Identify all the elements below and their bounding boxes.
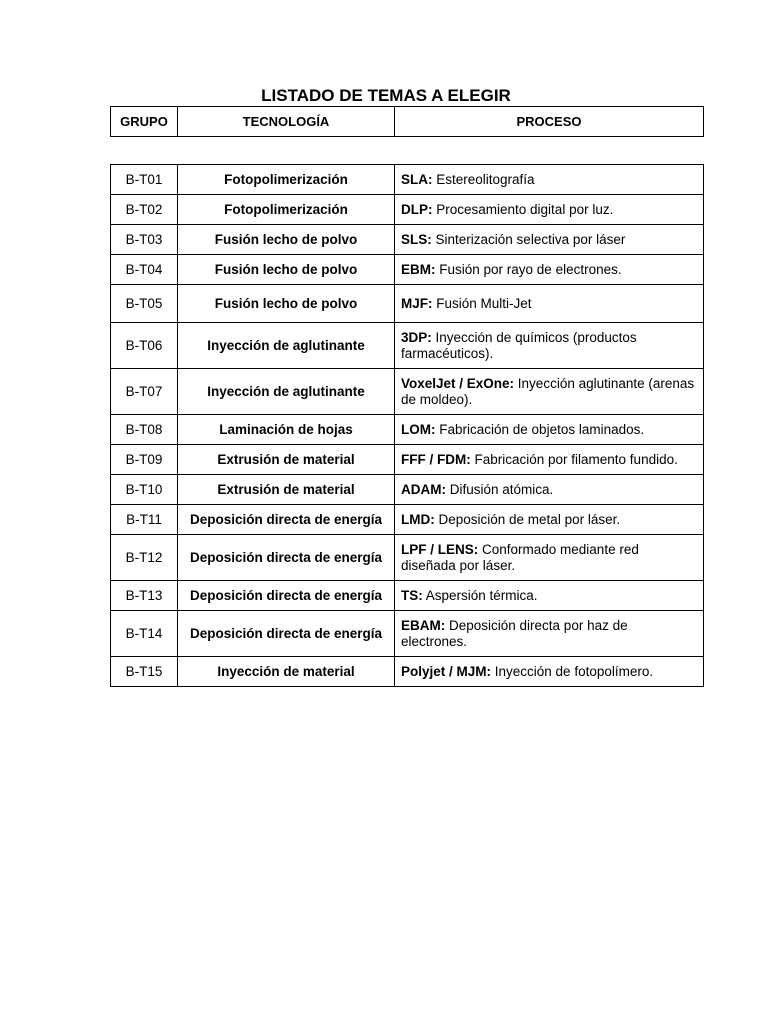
process-key: ADAM:	[401, 481, 446, 497]
table-row	[111, 657, 704, 687]
group-code: B-T06	[111, 323, 178, 369]
process-key: DLP:	[401, 201, 433, 217]
table-row	[111, 611, 704, 657]
group-code: B-T04	[111, 255, 178, 285]
header-grupo: GRUPO	[111, 107, 178, 137]
process-description: Aspersión térmica.	[422, 587, 538, 603]
technology-cell: Deposición directa de energía	[178, 505, 395, 535]
technology-cell: Extrusión de material	[178, 445, 395, 475]
process-cell	[395, 415, 704, 445]
process-key: LPF / LENS:	[401, 541, 479, 557]
process-cell	[395, 505, 704, 535]
technology-cell: Inyección de aglutinante	[178, 323, 395, 369]
group-code: B-T02	[111, 195, 178, 225]
table-row	[111, 195, 704, 225]
process-cell	[395, 369, 704, 415]
process-cell	[395, 657, 704, 687]
technology-cell: Fusión lecho de polvo	[178, 225, 395, 255]
process-description: Estereolitografía	[432, 171, 535, 187]
process-cell	[395, 445, 704, 475]
process-description: Fusión por rayo de electrones.	[435, 261, 622, 277]
group-code: B-T01	[111, 165, 178, 195]
technology-cell: Fotopolimerización	[178, 195, 395, 225]
process-description: Deposición de metal por láser.	[434, 511, 621, 527]
process-key: SLA:	[401, 171, 433, 187]
header-table	[110, 106, 704, 137]
table-row	[111, 415, 704, 445]
process-key: EBAM:	[401, 617, 446, 633]
table-row	[111, 581, 704, 611]
process-description: Inyección de químicos (productos farmacéuticos).	[401, 329, 637, 361]
process-description: Procesamiento digital por luz.	[432, 201, 614, 217]
process-description: Difusión atómica.	[446, 481, 554, 497]
group-code: B-T05	[111, 285, 178, 323]
table-row	[111, 165, 704, 195]
process-cell	[395, 611, 704, 657]
table-row	[111, 369, 704, 415]
technology-cell: Deposición directa de energía	[178, 535, 395, 581]
table-row	[111, 475, 704, 505]
process-cell	[395, 165, 704, 195]
table-row	[111, 225, 704, 255]
process-cell	[395, 475, 704, 505]
process-cell	[395, 581, 704, 611]
group-code: B-T10	[111, 475, 178, 505]
process-key: EBM:	[401, 261, 436, 277]
header-row	[111, 107, 704, 137]
process-description: Deposición directa por haz de electrones.	[401, 617, 628, 649]
process-key: Polyjet / MJM:	[401, 663, 492, 679]
header-tecnologia: TECNOLOGÍA	[178, 107, 395, 137]
process-description: Fabricación de objetos laminados.	[435, 421, 645, 437]
process-key: 3DP:	[401, 329, 432, 345]
process-cell	[395, 285, 704, 323]
process-key: SLS:	[401, 231, 432, 247]
header-proceso: PROCESO	[395, 107, 704, 137]
process-key: FFF / FDM:	[401, 451, 471, 467]
process-description: Inyección de fotopolímero.	[491, 663, 654, 679]
process-description: Conformado mediante red diseñada por láser.	[401, 541, 639, 573]
process-key: LOM:	[401, 421, 436, 437]
table-row	[111, 505, 704, 535]
technology-cell: Fusión lecho de polvo	[178, 255, 395, 285]
group-code: B-T07	[111, 369, 178, 415]
group-code: B-T03	[111, 225, 178, 255]
table-row	[111, 445, 704, 475]
process-cell	[395, 225, 704, 255]
process-cell	[395, 535, 704, 581]
process-cell	[395, 195, 704, 225]
technology-cell: Deposición directa de energía	[178, 581, 395, 611]
group-code: B-T13	[111, 581, 178, 611]
technology-cell: Laminación de hojas	[178, 415, 395, 445]
technology-cell: Extrusión de material	[178, 475, 395, 505]
process-description: Fabricación por filamento fundido.	[470, 451, 678, 467]
group-code: B-T08	[111, 415, 178, 445]
table-row	[111, 535, 704, 581]
group-code: B-T14	[111, 611, 178, 657]
page-title: LISTADO DE TEMAS A ELEGIR	[261, 86, 511, 105]
process-description: Inyección aglutinante (arenas de moldeo).	[401, 375, 695, 407]
group-code: B-T11	[111, 505, 178, 535]
technology-cell: Fotopolimerización	[178, 165, 395, 195]
process-description: Sinterización selectiva por láser	[431, 231, 626, 247]
table-row	[111, 323, 704, 369]
process-key: MJF:	[401, 295, 433, 311]
technology-cell: Fusión lecho de polvo	[178, 285, 395, 323]
process-description: Fusión Multi-Jet	[432, 295, 532, 311]
process-cell	[395, 323, 704, 369]
process-key: VoxelJet / ExOne:	[401, 375, 515, 391]
group-code: B-T15	[111, 657, 178, 687]
process-key: LMD:	[401, 511, 435, 527]
table-row	[111, 285, 704, 323]
process-key: TS:	[401, 587, 423, 603]
table-row	[111, 255, 704, 285]
technology-cell: Deposición directa de energía	[178, 611, 395, 657]
group-code: B-T09	[111, 445, 178, 475]
group-code: B-T12	[111, 535, 178, 581]
topics-table	[110, 164, 704, 687]
process-cell	[395, 255, 704, 285]
technology-cell: Inyección de material	[178, 657, 395, 687]
technology-cell: Inyección de aglutinante	[178, 369, 395, 415]
